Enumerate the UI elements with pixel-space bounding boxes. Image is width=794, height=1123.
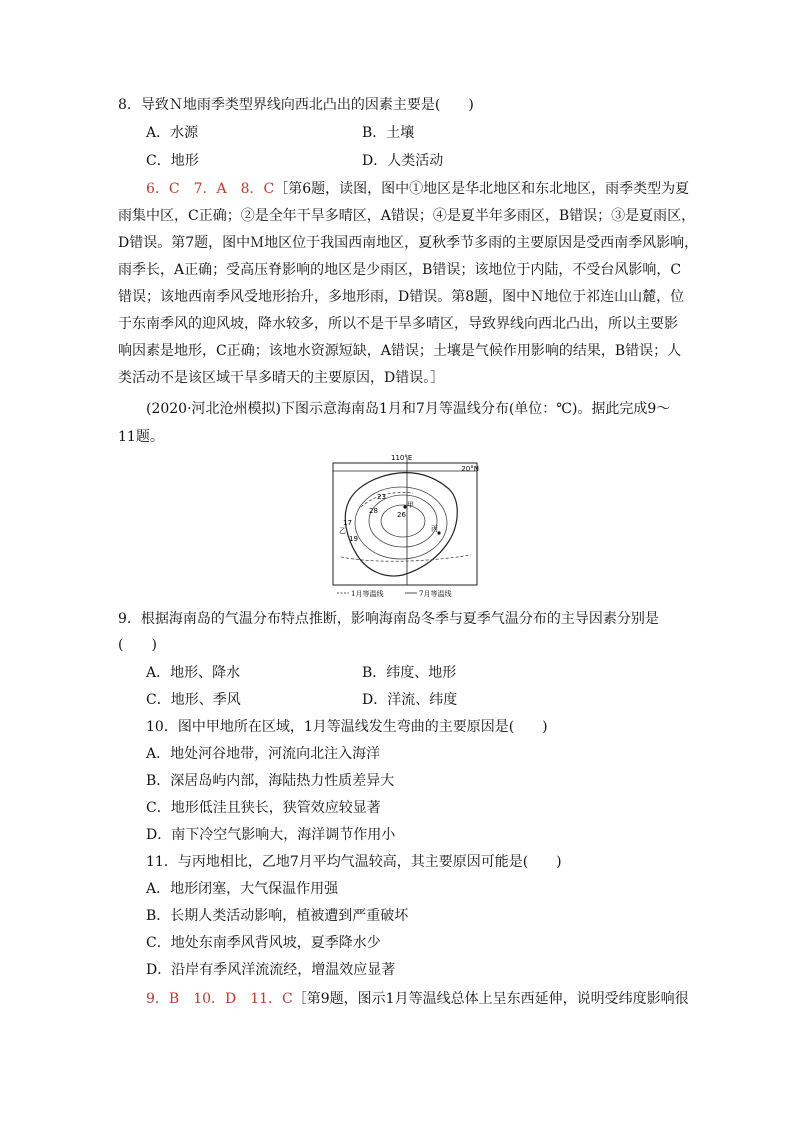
answer-explanation-line: 响因素是地形，C正确；该地水资源短缺，A错误；土壤是气候作用影响的结果，B错误；人 [118, 343, 682, 359]
question-9-stem-cont: ( ) [118, 637, 157, 653]
answer-explanation-line: ［第6题，读图，图中①地区是华北地区和东北地区，雨季类型为夏 [274, 181, 690, 197]
q8-option-c: C．地形 [146, 153, 199, 169]
place-jia-label: 甲 [407, 501, 414, 509]
isotherm-label: 19 [349, 535, 358, 543]
q10-option-b: B．深居岛屿内部，海陆热力性质差异大 [146, 773, 395, 789]
q8-option-d: D．人类活动 [362, 153, 444, 169]
answer-key-9-11: 9．B 10．D 11．C [146, 991, 293, 1007]
q8-option-a: A．水源 [146, 125, 199, 141]
answer-9-11 [146, 990, 689, 1008]
answer-explanation-line: 于东南季风的迎风坡，降水较多，所以不是干旱多晴区，导致界线向西北凸出，所以主要影 [118, 316, 678, 332]
q11-option-d: D．沿岸有季风洋流流经，增温效应显著 [146, 962, 396, 978]
legend-july: 7月等温线 [419, 590, 452, 598]
question-8-stem: 8．导致Ｎ地雨季类型界线向西北凸出的因素主要是( ) [118, 97, 474, 113]
isotherm-label: 23 [377, 493, 386, 501]
q9-option-b: B．纬度、地形 [362, 665, 457, 681]
q9-option-c: C．地形、季风 [146, 692, 241, 708]
q9-option-a: A．地形、降水 [146, 665, 241, 681]
q11-option-a: A．地形闭塞，大气保温作用强 [146, 881, 339, 897]
isotherm-label: 26 [397, 511, 406, 519]
legend-january: 1月等温线 [351, 590, 384, 598]
q10-option-c: C．地形低洼且狭长，狭管效应较显著 [146, 800, 381, 816]
answer-explanation-line: 类活动不是该区域干旱多晴天的主要原因，D错误。］ [118, 370, 445, 386]
intro-line-1: (2020·河北沧州模拟)下图示意海南岛1月和7月等温线分布(单位：℃)。据此完成9～ [146, 401, 671, 417]
answer-key-6-8: 6．C 7．A 8．C [146, 181, 275, 197]
q11-option-b: B．长期人类活动影响，植被遭到严重破坏 [146, 908, 409, 924]
question-10-stem: 10．图中甲地所在区域，1月等温线发生弯曲的主要原因是( ) [146, 719, 548, 735]
q9-option-d: D．洋流、纬度 [362, 692, 458, 708]
hainan-isotherm-map [331, 451, 479, 599]
answer-explanation-line: 错误；该地西南季风受地形抬升，多地形雨，D错误。第8题，图中Ｎ地位于祁连山山麓，位 [118, 289, 685, 305]
q11-option-c: C．地处东南季风背风坡，夏季降水少 [146, 935, 381, 951]
latitude-label: 20°N [461, 465, 479, 473]
answer-explanation-line: 雨季长，A正确；受高压脊影响的地区是少雨区，B错误；该地位于内陆，不受台风影响，C [118, 262, 682, 278]
q10-option-a: A．地处河谷地带，河流向北注入海洋 [146, 746, 381, 762]
place-bing-label: 丙 [431, 525, 438, 533]
answer-explanation-line: D错误。第7题，图中Ｍ地区位于我国西南地区，夏秋季节多雨的主要原因是受西南季风影响， [118, 235, 699, 251]
answer-6-8 [146, 180, 690, 198]
intro-line-2: 11题。 [118, 429, 164, 445]
place-yi-label: 乙 [339, 527, 346, 535]
question-11-stem: 11．与丙地相比，乙地7月平均气温较高，其主要原因可能是( ) [146, 854, 562, 870]
isotherm-label: 17 [343, 519, 352, 527]
isotherm-label: 28 [369, 507, 378, 515]
q8-option-b: B．土壤 [362, 125, 415, 141]
question-9-stem: 9．根据海南岛的气温分布特点推断，影响海南岛冬季与夏季气温分布的主导因素分别是 [118, 611, 659, 627]
q10-option-d: D．南下冷空气影响大，海洋调节作用小 [146, 827, 396, 843]
answer-explanation-line: ［第9题，图示1月等温线总体上呈东西延伸，说明受纬度影响很 [292, 991, 689, 1007]
answer-explanation-line: 雨集中区，C正确；②是全年干旱多晴区，A错误；④是夏半年多雨区，B错误；③是夏雨区， [118, 208, 696, 224]
longitude-label: 110°E [391, 454, 413, 462]
